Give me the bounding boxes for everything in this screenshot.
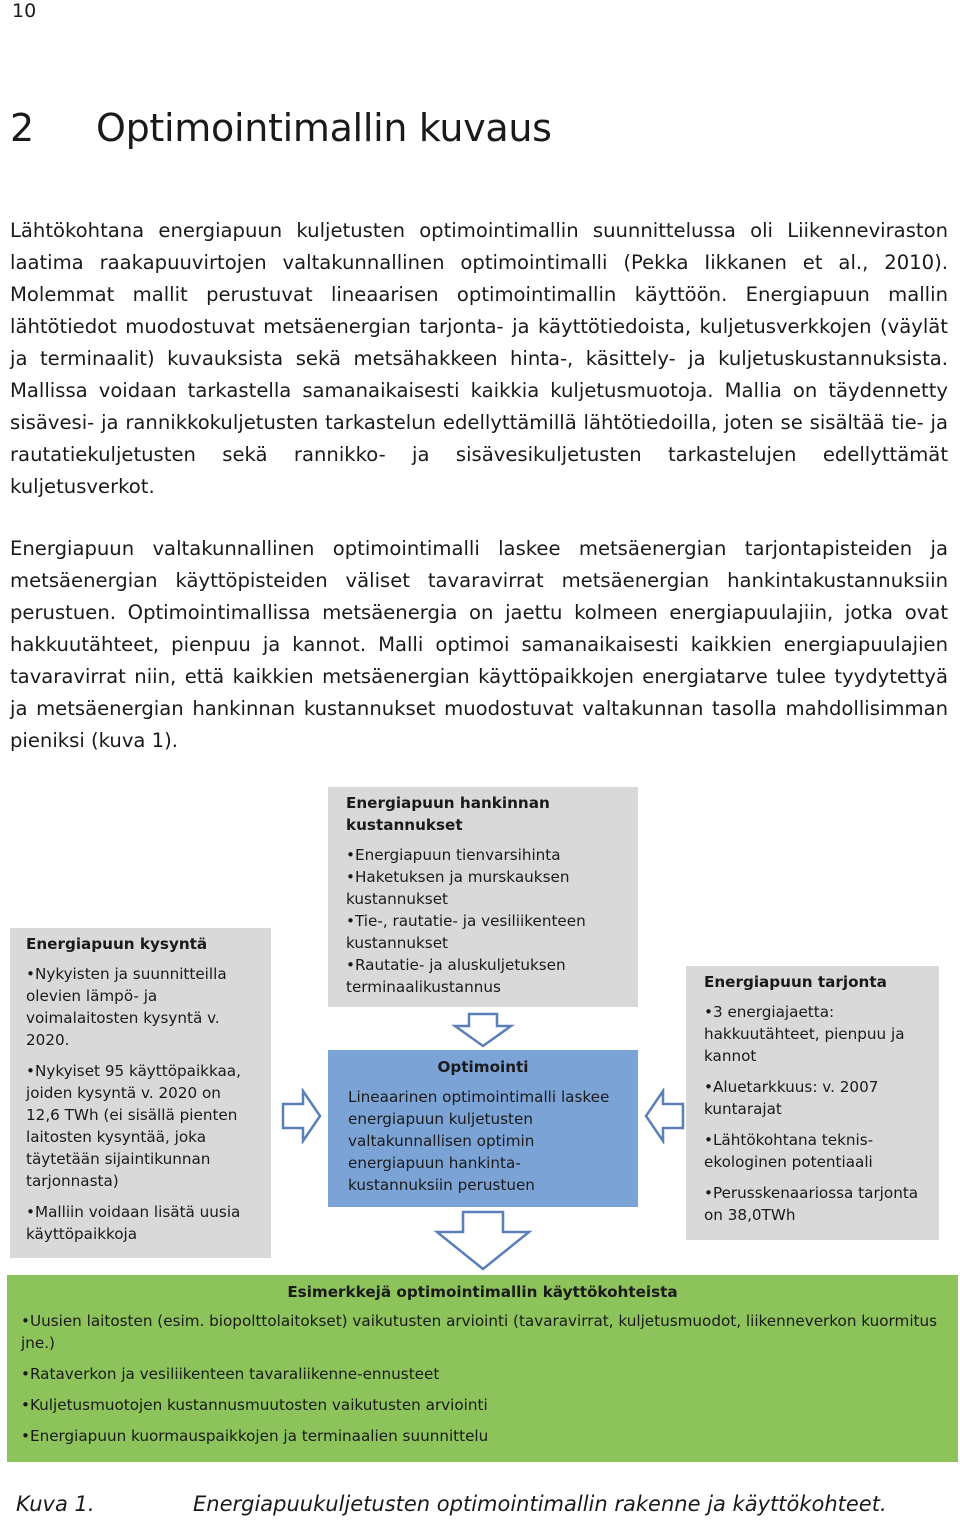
list-item: • Perusskenaariossa tarjonta on 38,0TWh: [704, 1182, 921, 1226]
cost-box-title: Energiapuun hankinnan kustannukset: [346, 794, 550, 834]
optimization-box-text: Lineaarinen optimointimalli laskee energiapuun kuljetusten valtakunnallisen optimin energiapuun hankinta-kustannuksiin perustuen: [348, 1088, 610, 1194]
list-item: • Malliin voidaan lisätä uusia käyttöpaikkoja: [26, 1201, 255, 1245]
section-heading: [10, 106, 552, 150]
uses-box-title: Esimerkkejä optimointimallin käyttökohteista: [287, 1283, 678, 1301]
optimization-box: [328, 1050, 638, 1207]
list-item: • Energiapuun kuormauspaikkojen ja terminaalien suunnittelu: [21, 1425, 944, 1447]
list-item: • Rataverkon ja vesiliikenteen tavaraliikenne-ennusteet: [21, 1363, 944, 1385]
arrow-right-icon: [281, 1088, 323, 1144]
supply-box: [686, 966, 939, 1240]
list-item: • Tie-, rautatie- ja vesiliikenteen kustannukset: [346, 910, 620, 954]
uses-box: [7, 1275, 958, 1462]
cost-box-list: [346, 844, 620, 998]
list-item: • Kuljetusmuotojen kustannusmuutosten vaikutusten arviointi: [21, 1394, 944, 1416]
demand-box: [10, 928, 271, 1258]
figure-caption-text: Energiapuukuljetusten optimointimallin rakenne ja käyttökohteet.: [193, 1492, 887, 1516]
optimization-box-title: Optimointi: [437, 1058, 529, 1076]
section-number: 2: [10, 106, 34, 150]
list-item: • Nykyiset 95 käyttöpaikkaa, joiden kysyntä v. 2020 on 12,6 TWh (ei sisällä pienten laitosten kysyntää, joka täytetään sijaintikunnan tarjonnasta): [26, 1060, 255, 1192]
demand-box-title: Energiapuun kysyntä: [26, 935, 208, 953]
section-title: Optimointimallin kuvaus: [96, 106, 552, 150]
list-item: • Lähtökohtana teknis-ekologinen potentiaali: [704, 1129, 921, 1173]
page-number: 10: [12, 0, 37, 22]
figure-caption-label: Kuva 1.: [16, 1492, 95, 1516]
list-item: • Haketuksen ja murskauksen kustannukset: [346, 866, 620, 910]
body-paragraph-1: Lähtökohtana energiapuun kuljetusten optimointimallin suunnittelussa oli Liikenneviraston laatima raakapuuvirtojen valtakunnallinen optimointimalli (Pekka Iikkanen et al., 2010). Molemmat mallit perustuvat lineaarisen optimointimallin käyttöön. Energiapuun mallin lähtötiedot muodostuvat metsäenergian tarjonta- ja käyttötiedoista, kuljetusverkkojen (väylät ja terminaalit) kuvauksista sekä metsähakkeen hinta-, käsittely- ja kuljetuskustannuksista. Mallissa voidaan tarkastella samanaikaisesti kaikkia kuljetusmuotoja. Mallia on täydennetty sisävesi- ja rannikkokuljetusten tarkastelun edellyttämillä lähtötiedoilla, joten se sisältää tie- ja rautatiekuljetusten sekä rannikko- ja sisävesikuljetusten tarkastelujen edellyttämät kuljetusverkot.: [10, 219, 948, 498]
list-item: • 3 energiajaetta: hakkuutähteet, pienpuu ja kannot: [704, 1001, 921, 1067]
demand-box-list: [26, 963, 255, 1245]
supply-box-title: Energiapuun tarjonta: [704, 973, 887, 991]
list-item: • Rautatie- ja aluskuljetuksen terminaalikustannus: [346, 954, 620, 998]
cost-box: [328, 787, 638, 1007]
list-item: • Aluetarkkuus: v. 2007 kuntarajat: [704, 1076, 921, 1120]
body-paragraph-2: Energiapuun valtakunnallinen optimointimalli laskee metsäenergian tarjontapisteiden ja metsäenergian käyttöpisteiden väliset tavaravirrat metsäenergian hankintakustannuksiin perustuen. Optimointimallissa metsäenergia on jaettu kolmeen energiapuulajiin, jotka ovat hakkuutähteet, pienpuu ja kannot. Malli optimoi samanaikaisesti kaikkien energiapuulajien tavaravirrat niin, että kaikkien metsäenergian käyttöpaikkojen energiatarve tulee tyydytettyä ja metsäenergian hankinnan kustannukset muodostuvat valtakunnan tasolla mahdollisimman pieniksi (kuva 1).: [10, 537, 948, 752]
uses-box-list: [21, 1310, 944, 1447]
supply-box-list: [704, 1001, 921, 1226]
list-item: • Energiapuun tienvarsihinta: [346, 844, 620, 866]
list-item: • Nykyisten ja suunnitteilla olevien lämpö- ja voimalaitosten kysyntä v. 2020.: [26, 963, 255, 1051]
arrow-left-icon: [643, 1088, 685, 1144]
arrow-down-top-icon: [451, 1012, 515, 1048]
list-item: • Uusien laitosten (esim. biopolttolaitokset) vaikutusten arviointi (tavaravirrat, kuljetusmuodot, liikenneverkon kuormitus jne.): [21, 1310, 944, 1354]
arrow-down-bottom-icon: [433, 1210, 533, 1272]
